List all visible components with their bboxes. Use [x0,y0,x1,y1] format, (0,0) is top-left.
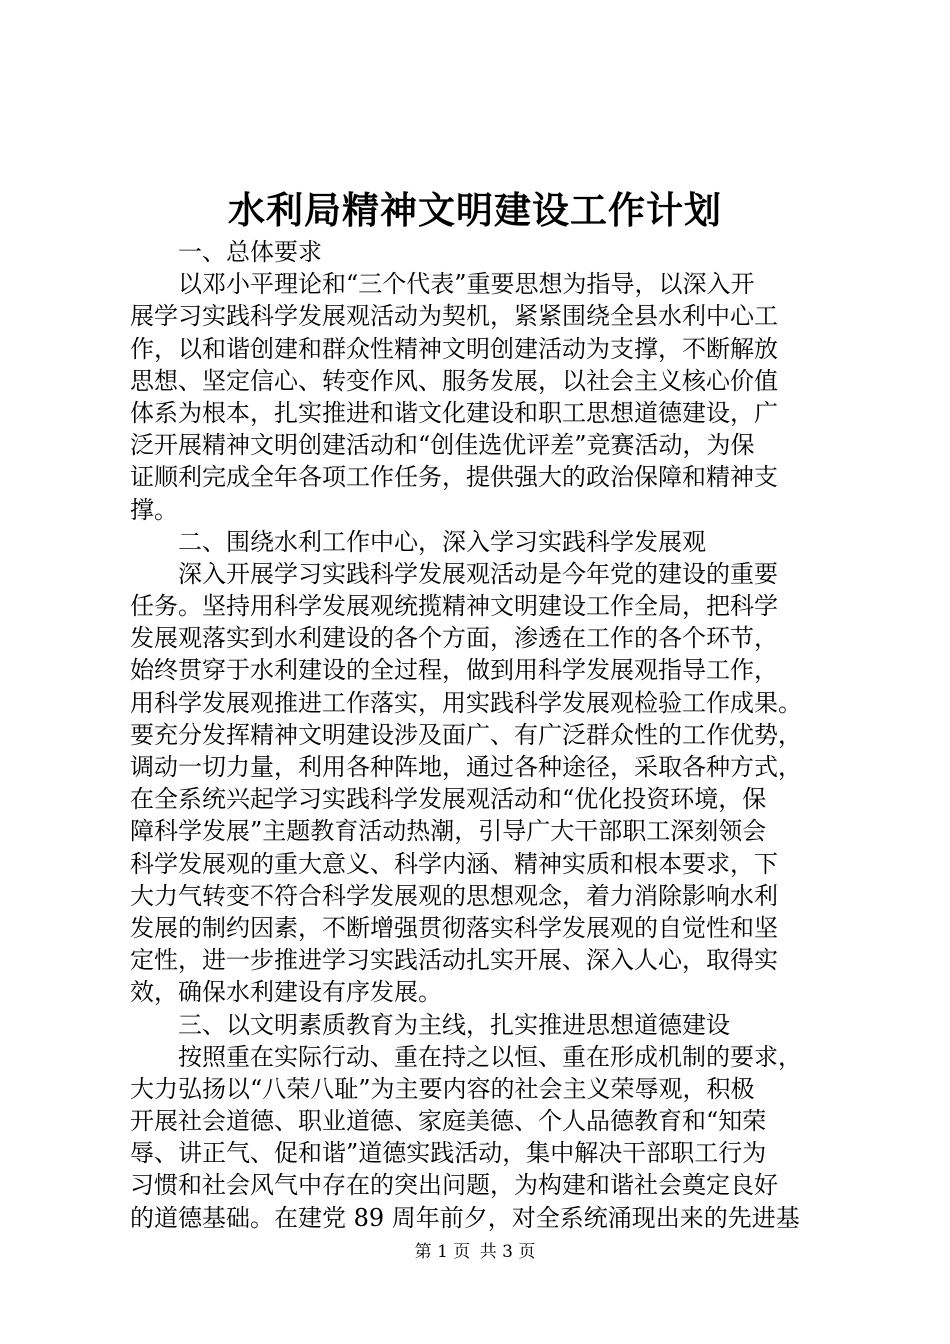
body-line: 障科学发展”主题教育活动热潮，引导广大干部职工深刻领会 [130,817,767,846]
body-line: 习惯和社会风气中存在的突出问题，为构建和谐社会奠定良好 [130,1171,778,1200]
body-line: 作，以和谐创建和群众性精神文明创建活动为支撑，不断解放 [130,334,778,363]
body-line: 大力气转变不符合科学发展观的思想观念，着力消除影响水利 [130,881,778,910]
body-line: 证顺利完成全年各项工作任务，提供强大的政治保障和精神支 [130,463,778,492]
body-line: 辱、讲正气、促和谐”道德实践活动，集中解决干部职工行为 [130,1139,767,1168]
body-line: 一、总体要求 [178,238,322,266]
body-line: 按照重在实际行动、重在持之以恒、重在形成机制的要求， [178,1042,802,1071]
body-line: 开展社会道德、职业道德、家庭美德、个人品德教育和“知荣 [130,1107,767,1136]
body-line: 深入开展学习实践科学发展观活动是今年党的建设的重要 [178,559,778,588]
body-line: 科学发展观的重大意义、科学内涵、精神实质和根本要求，下 [130,849,778,878]
page-footer [0,1240,950,1264]
body-line: 定性，进一步推进学习实践活动扎实开展、深入人心，取得实 [130,946,778,975]
body-line: 体系为根本，扎实推进和谐文化建设和职工思想道德建设，广 [130,398,778,427]
page-number: 第 1 页 [414,1242,471,1262]
body-line: 大力弘扬以“八荣八耻”为主要内容的社会主义荣辱观，积极 [130,1074,755,1103]
body-line: 用科学发展观推进工作落实，用实践科学发展观检验工作成果。 [130,688,802,717]
body-line: 思想、坚定信心、转变作风、服务发展，以社会主义核心价值 [130,366,778,395]
body-line: 以邓小平理论和“三个代表”重要思想为指导，以深入开 [178,270,755,299]
body-line: 效，确保水利建设有序发展。 [130,978,442,1007]
body-line: 二、围绕水利工作中心，深入学习实践科学发展观 [178,527,706,556]
body-line: 三、以文明素质教育为主线，扎实推进思想道德建设 [178,1010,730,1039]
document-title: 水利局精神文明建设工作计划 [228,188,722,232]
body-line: 泛开展精神文明创建活动和“创佳选优评差”竞赛活动，为保 [130,431,755,460]
body-line: 发展的制约因素，不断增强贯彻落实科学发展观的自觉性和坚 [130,913,778,942]
body-line: 调动一切力量，利用各种阵地，通过各种途径，采取各种方式， [130,753,802,781]
page-total: 共 3 页 [479,1242,536,1262]
body-line: 的道德基础。在建党 89 周年前夕，对全系统涌现出来的先进基 [130,1203,800,1232]
body-line: 在全系统兴起学习实践科学发展观活动和“优化投资环境，保 [130,785,767,814]
body-line: 要充分发挥精神文明建设涉及面广、有广泛群众性的工作优势， [130,720,802,749]
body-line: 撑。 [130,495,178,524]
body-line: 展学习实践科学发展观活动为契机，紧紧围绕全县水利中心工 [130,302,778,331]
body-line: 始终贯穿于水利建设的全过程，做到用科学发展观指导工作， [130,656,778,685]
document-body [130,236,830,1234]
body-line: 发展观落实到水利建设的各个方面，渗透在工作的各个环节， [130,624,778,653]
body-line: 任务。坚持用科学发展观统揽精神文明建设工作全局，把科学 [130,592,778,621]
